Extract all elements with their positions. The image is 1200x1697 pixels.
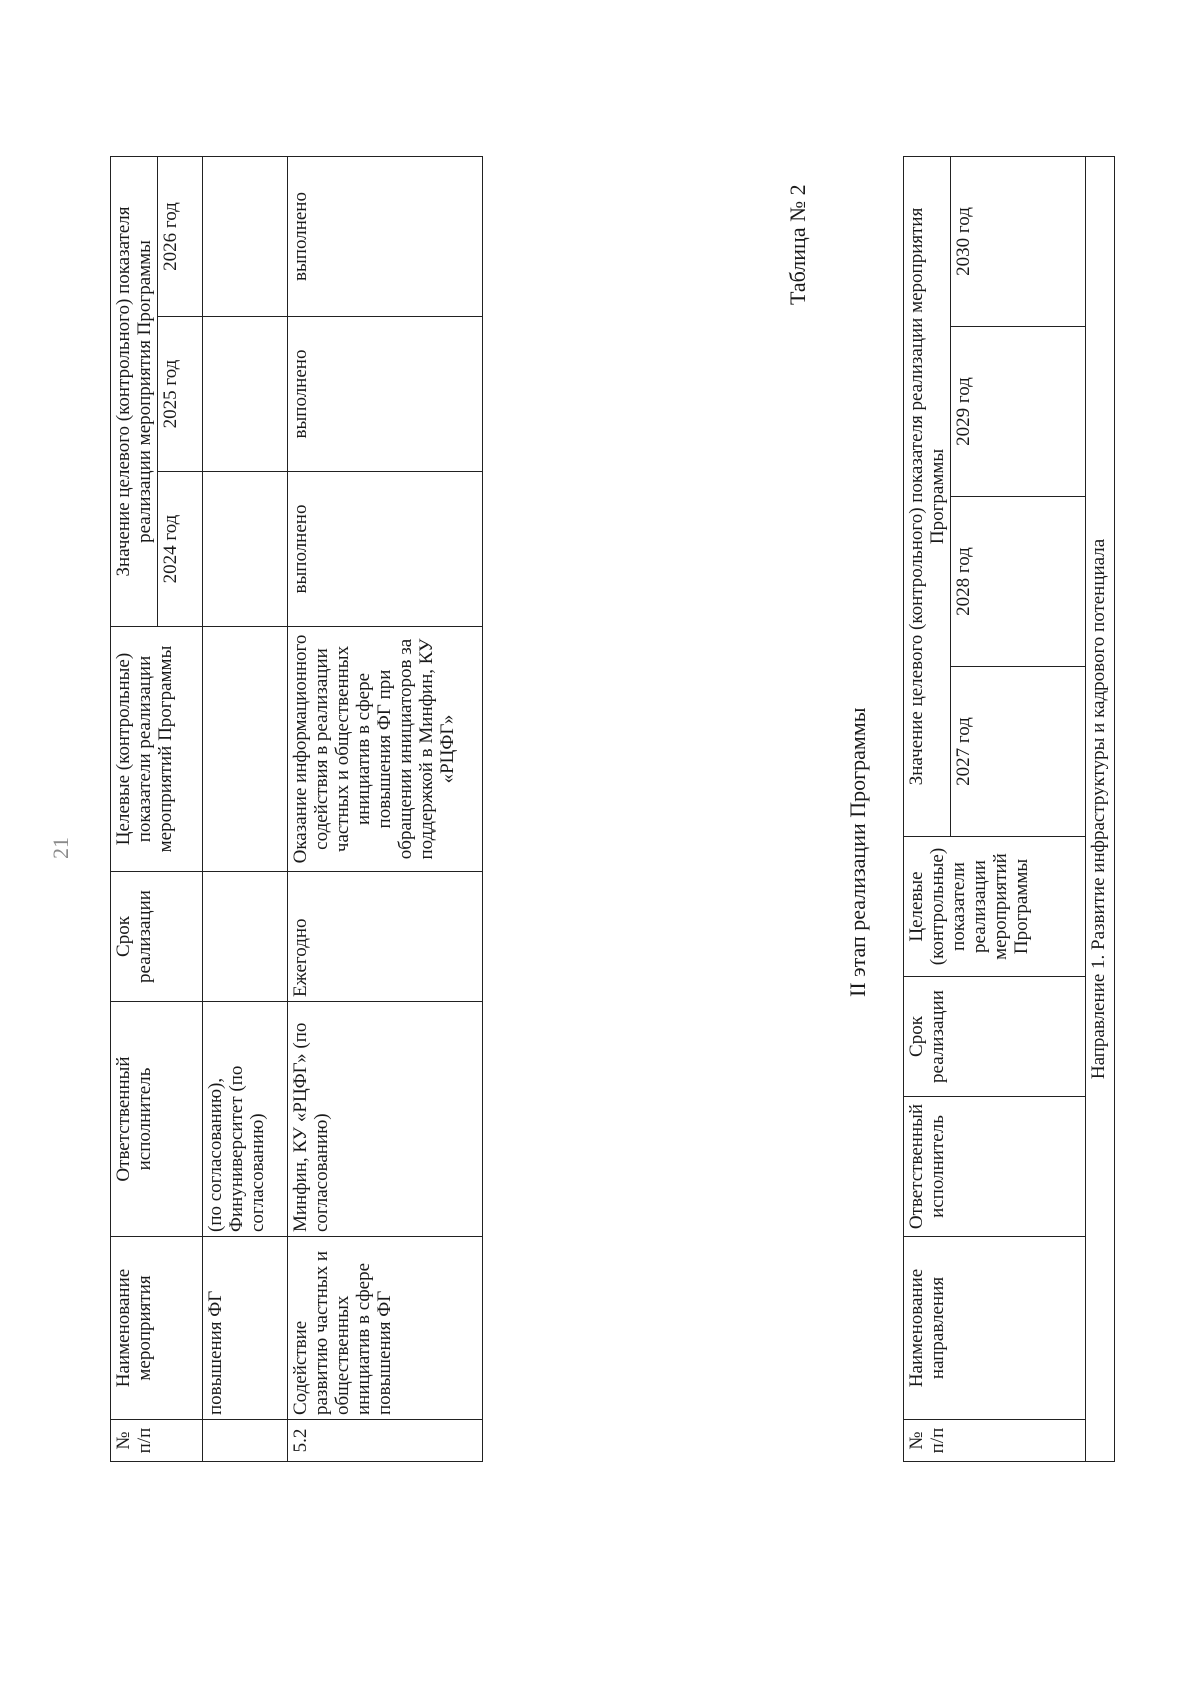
header-values-group: Значение целевого (контрольного) показателя реализации мероприятия Программы <box>111 156 158 626</box>
header-values-group: Значение целевого (контрольного) показателя реализации мероприятия Программы <box>904 156 951 836</box>
header-indicators: Целевые (контрольные) показатели реализации мероприятий Программы <box>904 837 1086 977</box>
header-num: № п/п <box>111 1420 203 1462</box>
table-header-row <box>111 156 158 1461</box>
header-indicators: Целевые (контрольные) показатели реализации мероприятий Программы <box>111 627 203 872</box>
header-year-2027: 2027 год <box>951 667 1086 837</box>
row-executor: Минфин, КУ «РЦФГ» (по согласованию) <box>288 1002 483 1237</box>
row-value-2026: выполнено <box>288 156 483 316</box>
header-executor: Ответственный исполнитель <box>904 1097 1086 1237</box>
header-year-2029: 2029 год <box>951 327 1086 497</box>
row-value-2026 <box>203 156 288 316</box>
header-direction-name: Наименование направления <box>904 1237 1086 1420</box>
header-year-2026: 2026 год <box>158 156 203 316</box>
row-term: Ежегодно <box>288 872 483 1002</box>
row-indicator <box>203 627 288 872</box>
row-value-2024 <box>203 472 288 627</box>
page-number: 21 <box>48 837 73 859</box>
table-header-row <box>904 156 951 1461</box>
header-event-name: Наименование мероприятия <box>111 1237 203 1420</box>
table-row <box>288 156 483 1461</box>
row-value-2024: выполнено <box>288 472 483 627</box>
row-indicator: Оказание информационного содействия в реализации частных и общественных инициатив в сфере повышения ФГ при обращении инициаторов за поддержкой в Минфин, КУ «РЦФГ» <box>288 627 483 872</box>
row-term <box>203 872 288 1002</box>
header-executor: Ответственный исполнитель <box>111 1002 203 1237</box>
row-event-name: Содействие развитию частных и общественных инициатив в сфере повышения ФГ <box>288 1237 483 1420</box>
table-2-label: Таблица № 2 <box>785 184 810 305</box>
header-year-2030: 2030 год <box>951 156 1086 326</box>
row-value-2025: выполнено <box>288 317 483 472</box>
header-year-2028: 2028 год <box>951 497 1086 667</box>
direction-1-title: Направление 1. Развитие инфраструктуры и кадрового потенциала <box>1086 156 1115 1461</box>
row-event-name: повышения ФГ <box>203 1237 288 1420</box>
row-num: 5.2 <box>288 1420 483 1462</box>
row-executor: (по согласованию), Финуниверситет (по согласованию) <box>203 1002 288 1237</box>
header-year-2025: 2025 год <box>158 317 203 472</box>
program-table-1 <box>110 156 483 1462</box>
row-num <box>203 1420 288 1462</box>
header-term: Срок реализации <box>111 872 203 1002</box>
stage-title: II этап реализации Программы <box>845 707 870 997</box>
header-num: № п/п <box>904 1420 1086 1462</box>
table-row <box>203 156 288 1461</box>
direction-row <box>1086 156 1115 1461</box>
row-value-2025 <box>203 317 288 472</box>
header-year-2024: 2024 год <box>158 472 203 627</box>
program-table-2 <box>903 156 1115 1462</box>
header-term: Срок реализации <box>904 977 1086 1097</box>
